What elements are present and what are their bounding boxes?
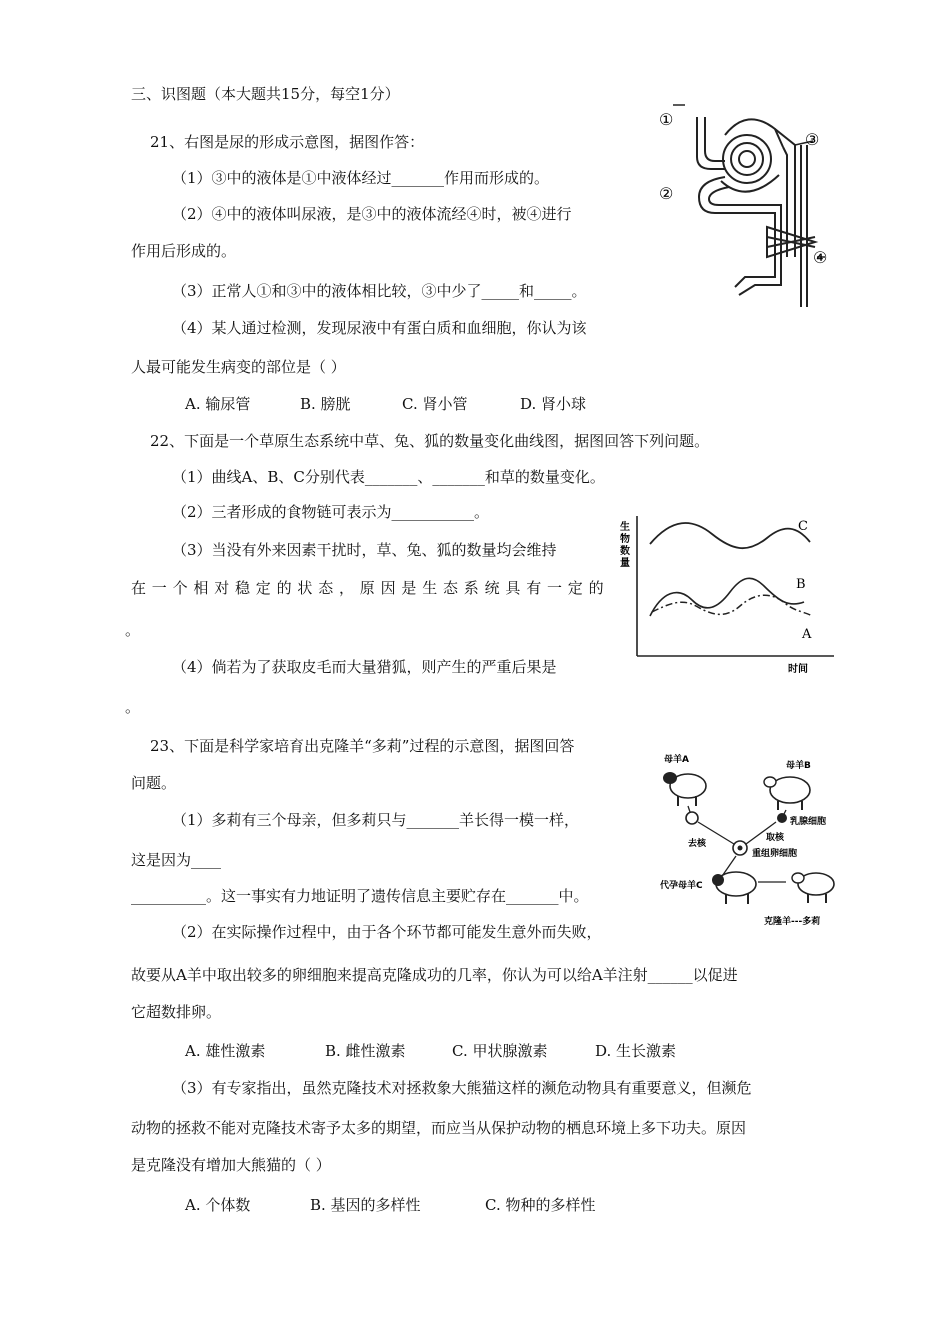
q23-part2-line2: 故要从A羊中取出较多的卵细胞来提高克隆成功的几率，你认为可以给A羊注射______以促进 <box>131 966 738 984</box>
q21-stem: 21、右图是尿的形成示意图，据图作答： <box>150 133 425 151</box>
q23-part3-line3: 是克隆没有增加大熊猫的（ ） <box>131 1156 331 1174</box>
y-axis-label-char-4: 量 <box>620 558 630 569</box>
q23-part2-line1: （2）在实际操作过程中，由于各个环节都可能发生意外而失败， <box>172 923 602 941</box>
curve-b <box>650 578 804 616</box>
label-sheep-a: 母羊A <box>664 755 689 765</box>
curve-a <box>652 595 812 616</box>
q23-part1-line3: __________。这一事实有力地证明了遗传信息主要贮存在_______中。 <box>131 887 589 905</box>
nephron-label-1: ① <box>659 110 674 129</box>
sheep-a-icon <box>663 772 706 806</box>
label-take-nucleus: 取核 <box>766 833 785 843</box>
q23-q3-option-a: A. 个体数 <box>185 1196 251 1214</box>
x-axis-label: 时间 <box>788 664 808 675</box>
q22-part3-line2: 在一个相对稳定的状态，原因是生态系统具有一定的 <box>131 579 610 597</box>
q21-part4-line1: （4）某人通过检测，发现尿液中有蛋白质和血细胞，你认为该 <box>172 319 587 337</box>
q23-q2-option-d: D. 生长激素 <box>595 1042 677 1060</box>
nephron-figure <box>655 97 835 312</box>
label-recombined-egg: 重组卵细胞 <box>752 849 798 859</box>
label-c: C <box>798 519 808 534</box>
q23-part3-line2: 动物的拯救不能对克隆技术寄予太多的期望，而应当从保护动物的栖息环境上多下功夫。原因 <box>131 1119 747 1137</box>
q21-part3: （3）正常人①和③中的液体相比较，③中少了_____和_____。 <box>172 282 587 300</box>
q23-q2-option-b: B. 雌性激素 <box>325 1042 406 1060</box>
q22-part1: （1）曲线A、B、C分别代表_______、_______和草的数量变化。 <box>172 468 605 486</box>
q21-option-d: D. 肾小球 <box>520 395 587 413</box>
q21-option-c: C. 肾小管 <box>402 395 468 413</box>
q23-q3-option-c: C. 物种的多样性 <box>485 1196 596 1214</box>
q23-q2-option-c: C. 甲状腺激素 <box>452 1042 548 1060</box>
q21-part4-line2: 人最可能发生病变的部位是（ ） <box>131 358 346 376</box>
q21-part2-line2: 作用后形成的。 <box>131 242 237 260</box>
label-a: A <box>802 627 812 642</box>
section-title: 三、识图题（本大题共15分，每空1分） <box>131 85 400 103</box>
y-axis-label-char-2: 物 <box>620 534 630 545</box>
label-remove-nucleus: 去核 <box>688 839 707 849</box>
y-axis-label-char-3: 数 <box>620 546 630 557</box>
q23-part2-line3: 它超数排卵。 <box>131 1003 222 1021</box>
curve-c <box>650 523 810 548</box>
population-chart <box>612 508 837 678</box>
q23-part1-line2: 这是因为____ <box>131 851 222 869</box>
q22-part2: （2）三者形成的食物链可表示为___________。 <box>172 503 490 521</box>
sheep-c-icon <box>712 872 756 904</box>
q21-option-a: A. 输尿管 <box>185 395 251 413</box>
dolly-sheep-icon <box>792 873 834 903</box>
q22-part4-line1: （4）倘若为了获取皮毛而大量猎狐，则产生的严重后果是 <box>172 658 557 676</box>
mammary-cell-icon <box>777 813 787 823</box>
q22-part3-line1: （3）当没有外来因素干扰时，草、兔、狐的数量均会维持 <box>172 541 557 559</box>
q21-option-b: B. 膀胱 <box>300 395 351 413</box>
label-b: B <box>796 577 806 592</box>
q23-q2-option-a: A. 雄性激素 <box>185 1042 266 1060</box>
q22-stem: 22、下面是一个草原生态系统中草、兔、狐的数量变化曲线图，据图回答下列问题。 <box>150 432 710 450</box>
egg-cell-icon <box>686 812 698 824</box>
q22-part3-line3: 。 <box>125 621 141 639</box>
q23-stem-line1: 23、下面是科学家培育出克隆羊“多莉”过程的示意图，据图回答 <box>150 737 575 755</box>
label-sheep-b: 母羊B <box>786 761 811 771</box>
q21-part2-line1: （2）④中的液体叫尿液，是③中的液体流经④时，被④进行 <box>172 205 572 223</box>
nephron-label-2: ② <box>659 184 674 203</box>
q23-part1-line1: （1）多莉有三个母亲，但多莉只与_______羊长得一模一样， <box>172 811 580 829</box>
y-axis-label-char-1: 生 <box>620 522 630 533</box>
nephron-label-3: ③ <box>805 130 820 149</box>
cloning-figure <box>658 748 843 928</box>
q23-part3-line1: （3）有专家指出，虽然克隆技术对拯救象大熊猫这样的濒危动物具有重要意义，但濒危 <box>172 1079 752 1097</box>
q22-part4-line2: 。 <box>125 698 141 716</box>
nephron-label-4: ④ <box>813 248 828 267</box>
label-clone: 克隆羊---多莉 <box>764 917 821 927</box>
sheep-b-icon <box>764 777 810 810</box>
q23-q3-option-b: B. 基因的多样性 <box>310 1196 421 1214</box>
q23-stem-line2: 问题。 <box>131 774 177 792</box>
q21-part1: （1）③中的液体是①中液体经过_______作用而形成的。 <box>172 169 550 187</box>
label-surrogate: 代孕母羊C <box>660 881 703 891</box>
label-mammary-cell: 乳腺细胞 <box>790 817 827 827</box>
